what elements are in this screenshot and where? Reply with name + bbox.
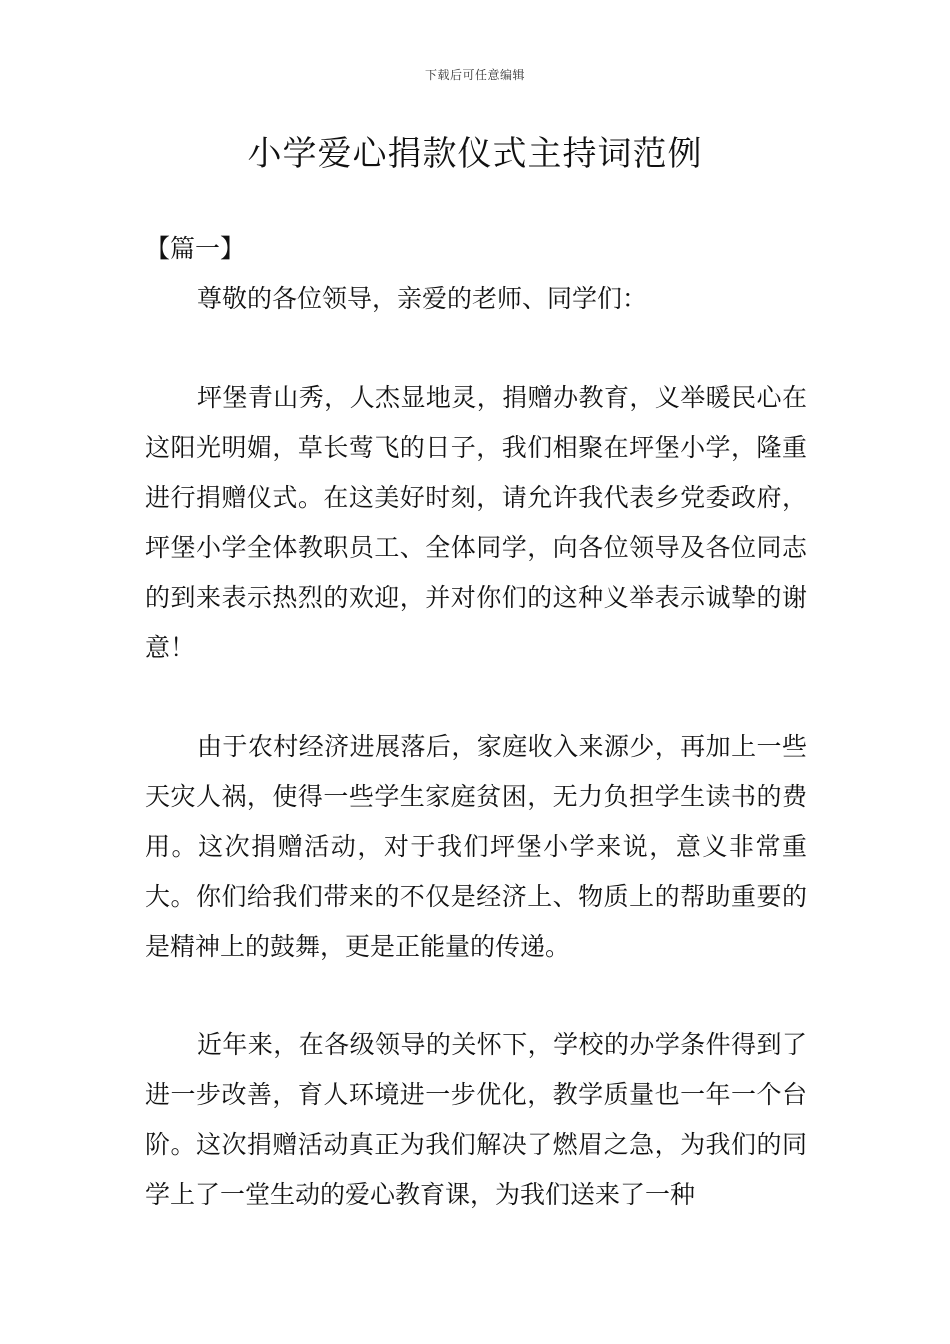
paragraph-3: 近年来，在各级领导的关怀下，学校的办学条件得到了进一步改善，育人环境进一步优化，教学质量也一年一个台阶。这次捐赠活动真正为我们解决了燃眉之急，为我们的同学上了一堂生动的爱心教育课，为我们送来了一种 xyxy=(145,1030,807,1209)
salutation: 尊敬的各位领导，亲爱的老师、同学们： xyxy=(197,284,648,313)
document-title: 小学爱心捐款仪式主持词范例 xyxy=(247,134,703,174)
paragraph-1: 坪堡青山秀，人杰显地灵，捐赠办教育，义举暖民心在这阳光明媚，草长莺飞的日子，我们相聚在坪堡小学，隆重进行捐赠仪式。在这美好时刻，请允许我代表乡党委政府，坪堡小学全体教职员工、全体同学，向各位领导及各位同志的到来表示热烈的欢迎，并对你们的这种义举表示诚挚的谢意！ xyxy=(145,383,807,662)
header-note: 下载后可任意编辑 xyxy=(424,68,525,82)
paragraph-2: 由于农村经济进展落后，家庭收入来源少，再加上一些天灾人祸，使得一些学生家庭贫困，无力负担学生读书的费用。这次捐赠活动，对于我们坪堡小学来说，意义非常重大。你们给我们带来的不仅是经济上、物质上的帮助重要的是精神上的鼓舞，更是正能量的传递。 xyxy=(145,732,807,961)
section-label: 【篇一】 xyxy=(145,234,246,263)
